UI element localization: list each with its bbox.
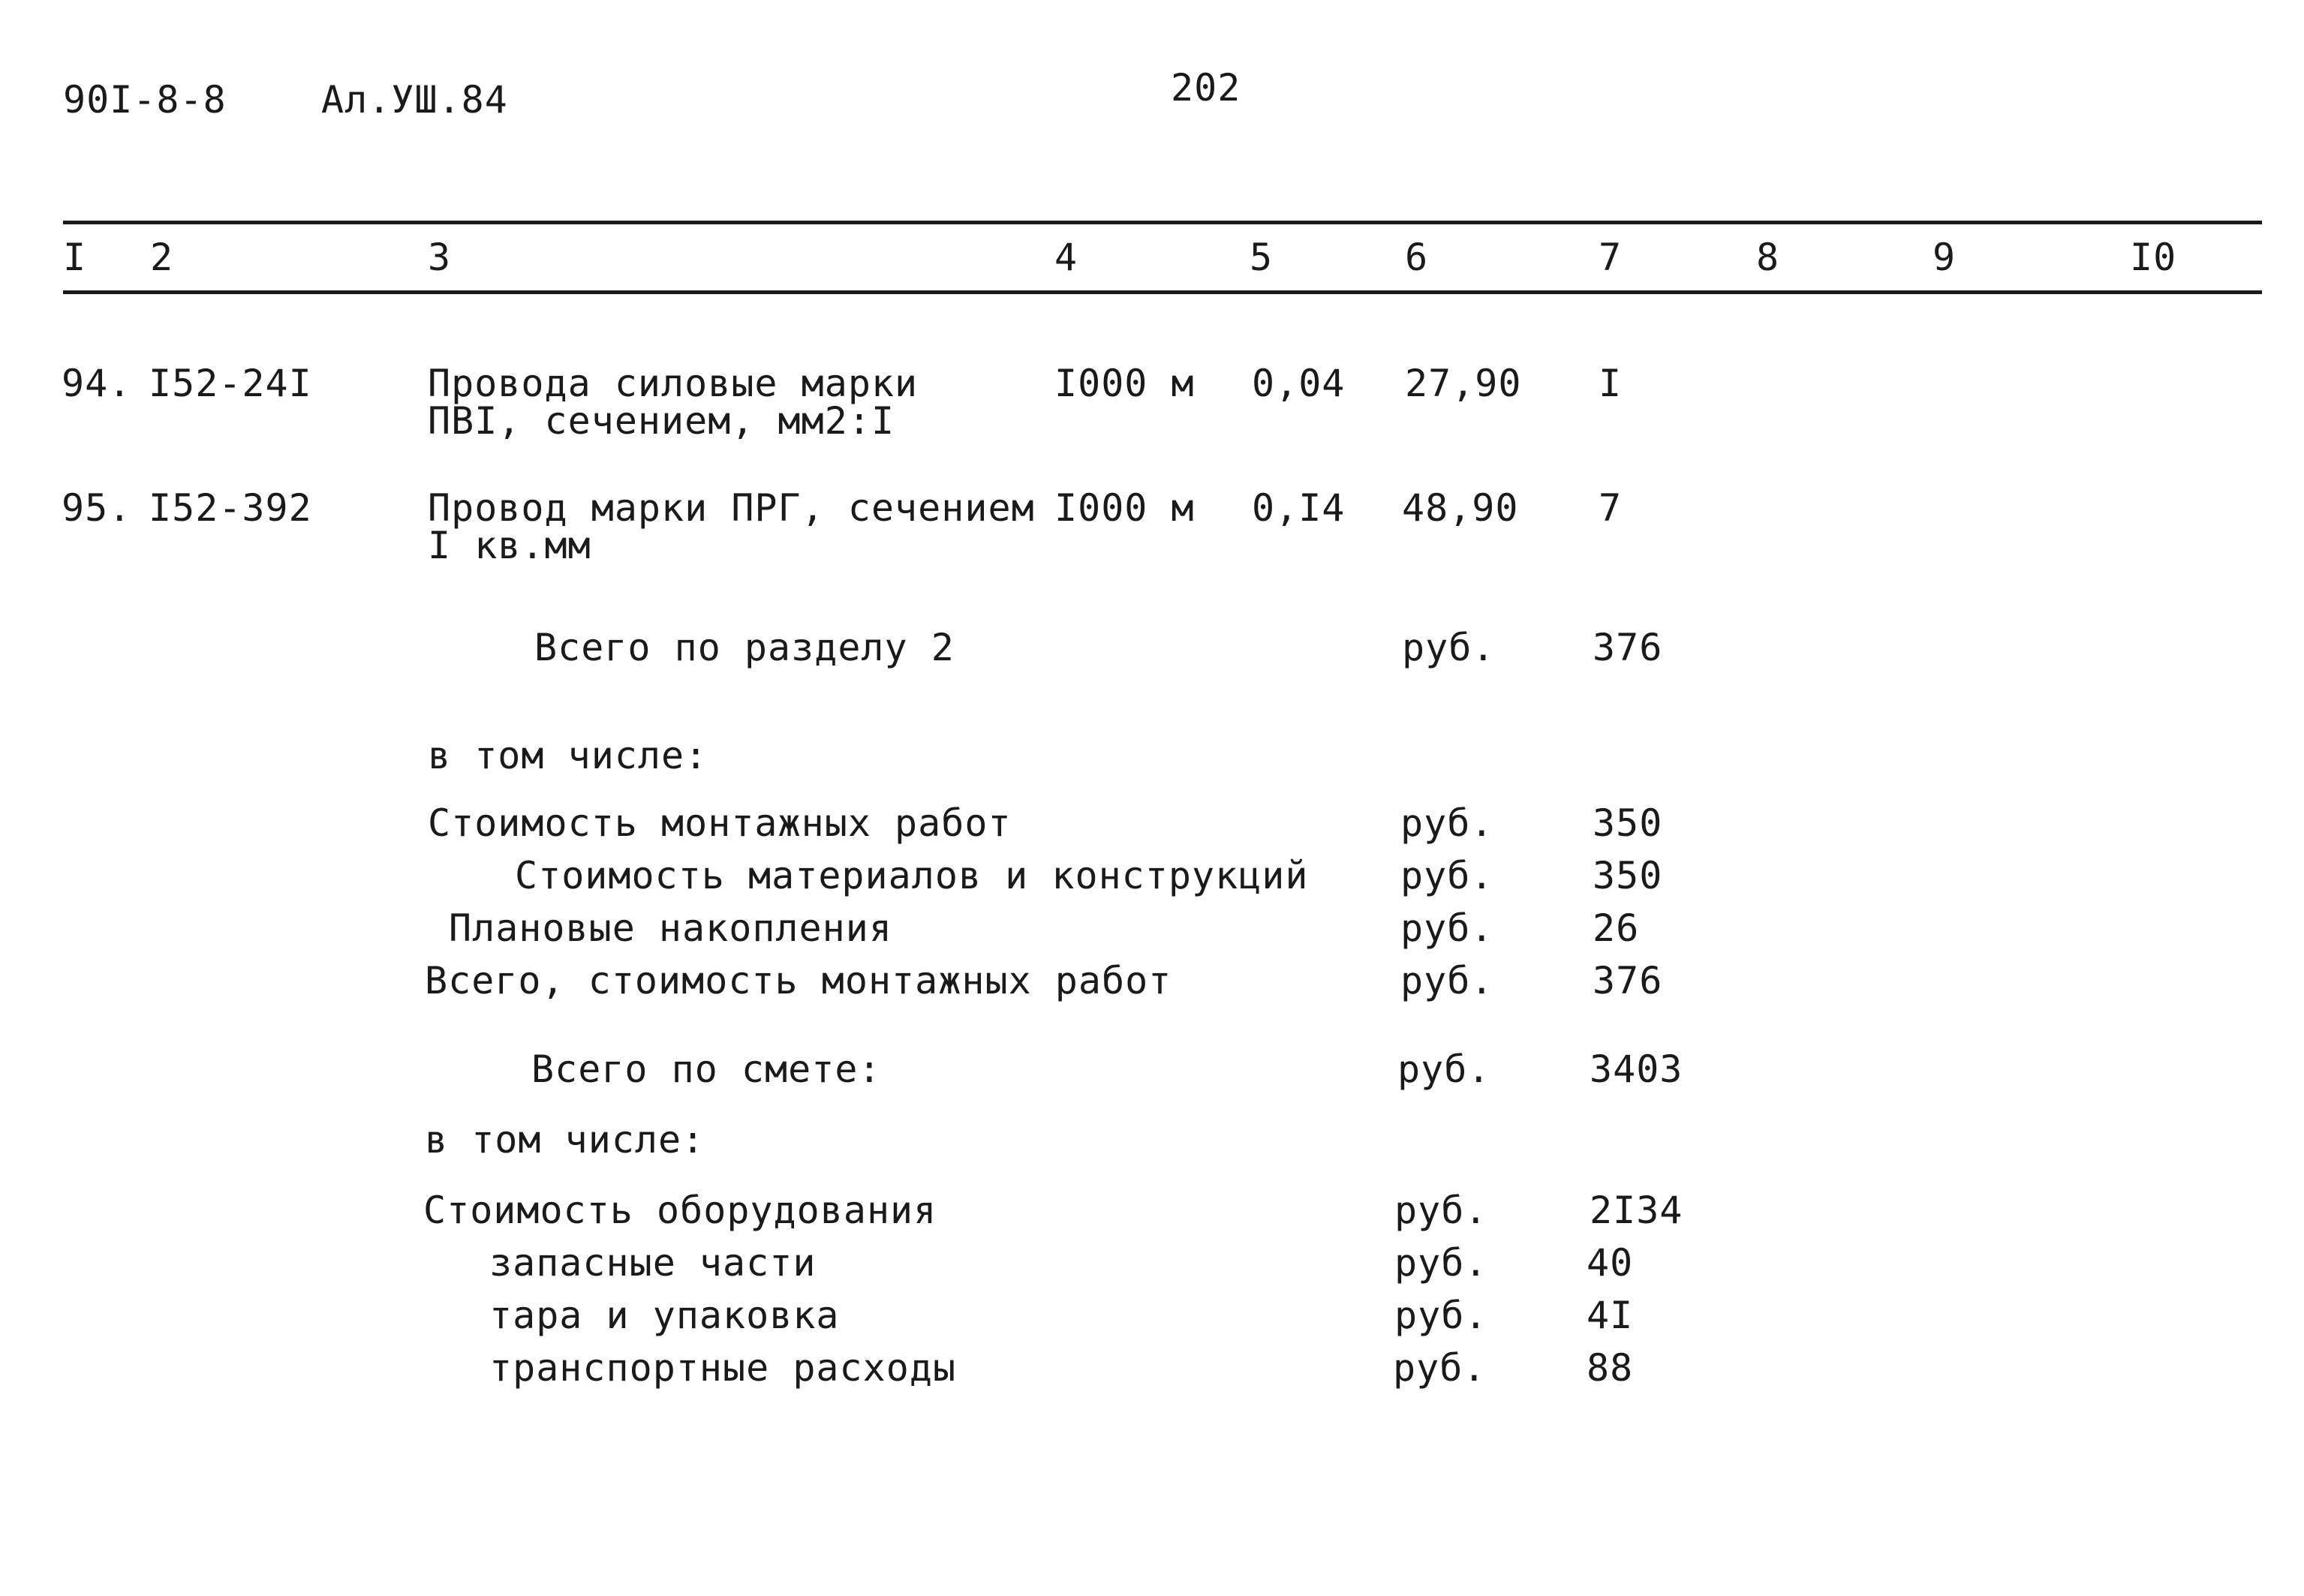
including-heading: в том числе: [425,1118,705,1162]
estimate-breakdown-label: Стоимость оборудования [423,1189,937,1232]
col-header-1: I [63,236,87,279]
album-code: Ал.УШ.84 [321,78,508,122]
col-header-8: 8 [1756,236,1780,279]
breakdown-value: 350 [1593,854,1663,897]
breakdown-label: Плановые накопления [449,906,892,950]
breakdown-value: 350 [1593,801,1663,845]
header-top-rule [63,221,2262,224]
page-number: 202 [1171,66,1241,110]
estimate-total-label: Всего по смете: [531,1047,882,1091]
row-unit: I000 м [1054,362,1195,405]
row-qty: 0,04 [1252,362,1346,405]
row-code: I52-24I [149,362,312,405]
col-header-4: 4 [1054,236,1078,279]
estimate-breakdown-unit: руб. [1394,1294,1488,1337]
section-total-label: Всего по разделу 2 [534,626,955,669]
col-header-5: 5 [1250,236,1274,279]
estimate-breakdown-label: запасные части [489,1241,817,1285]
estimate-breakdown-unit: руб. [1394,1241,1488,1285]
estimate-breakdown-value: 2I34 [1590,1189,1683,1232]
doc-code: 90I-8-8 [63,78,227,122]
estimate-total-unit: руб. [1397,1047,1491,1091]
row-name-line2: ПВI, сечением, мм2:I [428,399,895,443]
row-name-line2: I кв.мм [428,524,591,567]
row-name-line1: Провода силовые марки [428,362,919,405]
section-total-value: 376 [1593,626,1663,669]
col-header-10: I0 [2130,236,2177,279]
breakdown-label: Стоимость материалов и конструкций [515,854,1309,897]
estimate-breakdown-unit: руб. [1394,1189,1488,1232]
header-bottom-rule [63,290,2262,294]
row-code: I52-392 [149,486,312,530]
breakdown-unit: руб. [1400,854,1494,897]
row-number: 94. [62,362,132,405]
estimate-breakdown-value: 40 [1587,1241,1634,1285]
row-price: 27,90 [1405,362,1522,405]
col-header-7: 7 [1599,236,1623,279]
row-number: 95. [62,486,132,530]
breakdown-value: 376 [1593,959,1663,1002]
breakdown-unit: руб. [1400,959,1494,1002]
row-price: 48,90 [1402,486,1519,530]
breakdown-unit: руб. [1400,906,1494,950]
row-qty: 0,I4 [1252,486,1346,530]
estimate-breakdown-unit: руб. [1393,1346,1487,1390]
breakdown-value: 26 [1593,906,1640,950]
estimate-breakdown-label: тара и упаковка [489,1294,840,1337]
col-header-6: 6 [1405,236,1429,279]
estimate-breakdown-label: транспортные расходы [489,1346,957,1390]
including-heading: в том числе: [428,734,708,777]
section-total-unit: руб. [1402,626,1496,669]
row-total: I [1599,362,1623,405]
col-header-2: 2 [150,236,174,279]
estimate-breakdown-value: 88 [1587,1346,1634,1390]
estimate-total-value: 3403 [1590,1047,1683,1091]
col-header-3: 3 [428,236,452,279]
col-header-9: 9 [1933,236,1957,279]
breakdown-label: Стоимость монтажных работ [428,801,1012,845]
row-unit: I000 м [1054,486,1195,530]
row-total: 7 [1599,486,1623,530]
estimate-breakdown-value: 4I [1587,1294,1634,1337]
breakdown-unit: руб. [1400,801,1494,845]
breakdown-label: Всего, стоимость монтажных работ [425,959,1172,1002]
row-name-line1: Провод марки ПРГ, сечением [428,486,1035,530]
